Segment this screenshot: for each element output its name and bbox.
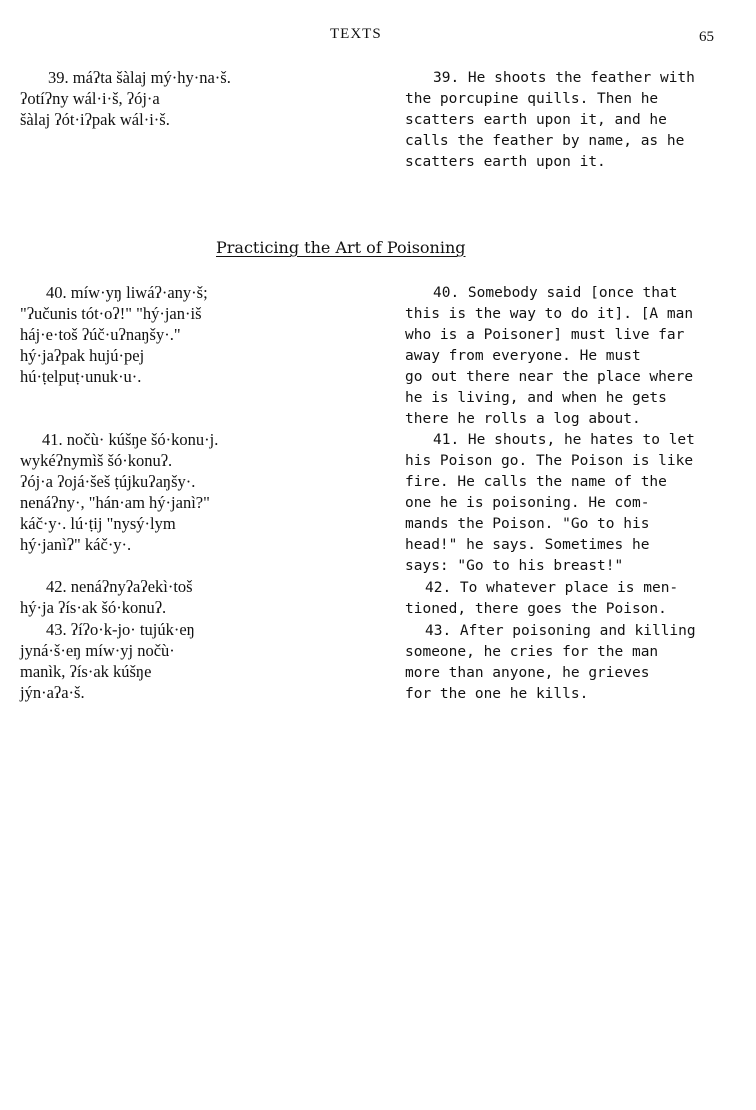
native-line: jýn·aʔa·š.	[20, 683, 85, 702]
native-line: hý·ja ʔís·ak šó·konuʔ.	[20, 598, 167, 617]
native-line: wykéʔnymìš šó·konuʔ.	[20, 451, 173, 470]
translation-line: scatters earth upon it.	[405, 154, 606, 170]
running-head: TEXTS	[330, 26, 382, 42]
page-number: 65	[699, 29, 714, 45]
native-line: nenáʔny·, "hán·am hý·janì?"	[20, 493, 210, 512]
translation-line: his Poison go. The Poison is like	[405, 453, 694, 469]
translation-line: calls the feather by name, as he	[405, 133, 685, 149]
native-line: 39. máʔta šàlaj mý·hy·na·š.	[48, 68, 231, 87]
native-line: jyná·š·eŋ míw·yj nočù·	[20, 641, 175, 660]
translation-line: 41. He shouts, he hates to let	[433, 432, 695, 448]
translation-line: fire. He calls the name of the	[405, 474, 667, 490]
translation-line: he is living, and when he gets	[405, 390, 667, 406]
native-line: háj·e·toš ʔúč·uʔnaŋšy·."	[20, 325, 181, 344]
translation-line: this is the way to do it]. [A man	[405, 306, 694, 322]
translation-line: more than anyone, he grieves	[405, 665, 650, 681]
translation-line: head!" he says. Sometimes he	[405, 537, 650, 553]
native-line: manìk, ʔís·ak kúšŋe	[20, 662, 152, 681]
native-line: 43. ʔíʔo·k-jo· tujúk·eŋ	[46, 620, 195, 639]
section-heading: Practicing the Art of Poisoning	[216, 238, 466, 257]
translation-line: tioned, there goes the Poison.	[405, 601, 667, 617]
translation-line: 43. After poisoning and killing	[425, 623, 696, 639]
native-line: "ʔučunis tót·oʔ!" "hý·jan·iš	[20, 304, 202, 323]
translation-line: 39. He shoots the feather with	[433, 70, 695, 86]
translation-line: there he rolls a log about.	[405, 411, 641, 427]
translation-line: who is a Poisoner] must live far	[405, 327, 685, 343]
translation-line: go out there near the place where	[405, 369, 694, 385]
translation-line: for the one he kills.	[405, 686, 589, 702]
native-line: ʔój·a ʔojá·šeš ṭújkuʔaŋšy·.	[20, 472, 196, 491]
native-line: ʔotíʔny wál·i·š, ʔój·a	[20, 89, 160, 108]
translation-line: mands the Poison. "Go to his	[405, 516, 650, 532]
translation-line: away from everyone. He must	[405, 348, 641, 364]
translation-line: scatters earth upon it, and he	[405, 112, 667, 128]
native-line: hý·jaʔpak hujú·pej	[20, 346, 145, 365]
translation-line: 40. Somebody said [once that	[433, 285, 678, 301]
native-line: 41. nočù· kúšŋe šó·konu·j.	[42, 430, 219, 449]
native-line: hú·ṭelpuṭ·unuk·u·.	[20, 367, 142, 386]
native-line: šàlaj ʔót·iʔpak wál·i·š.	[20, 110, 170, 129]
native-line: 42. nenáʔnyʔaʔekì·toš	[46, 577, 193, 596]
translation-line: 42. To whatever place is men-	[425, 580, 679, 596]
native-line: káč·y·. lú·ṭij "nysý·lym	[20, 514, 176, 533]
translation-line: says: "Go to his breast!"	[405, 558, 624, 574]
translation-line: the porcupine quills. Then he	[405, 91, 659, 107]
native-line: 40. míw·yŋ liwáʔ·any·š;	[46, 283, 208, 302]
native-line: hý·janìʔ" káč·y·.	[20, 535, 132, 554]
translation-line: someone, he cries for the man	[405, 644, 659, 660]
translation-line: one he is poisoning. He com-	[405, 495, 650, 511]
